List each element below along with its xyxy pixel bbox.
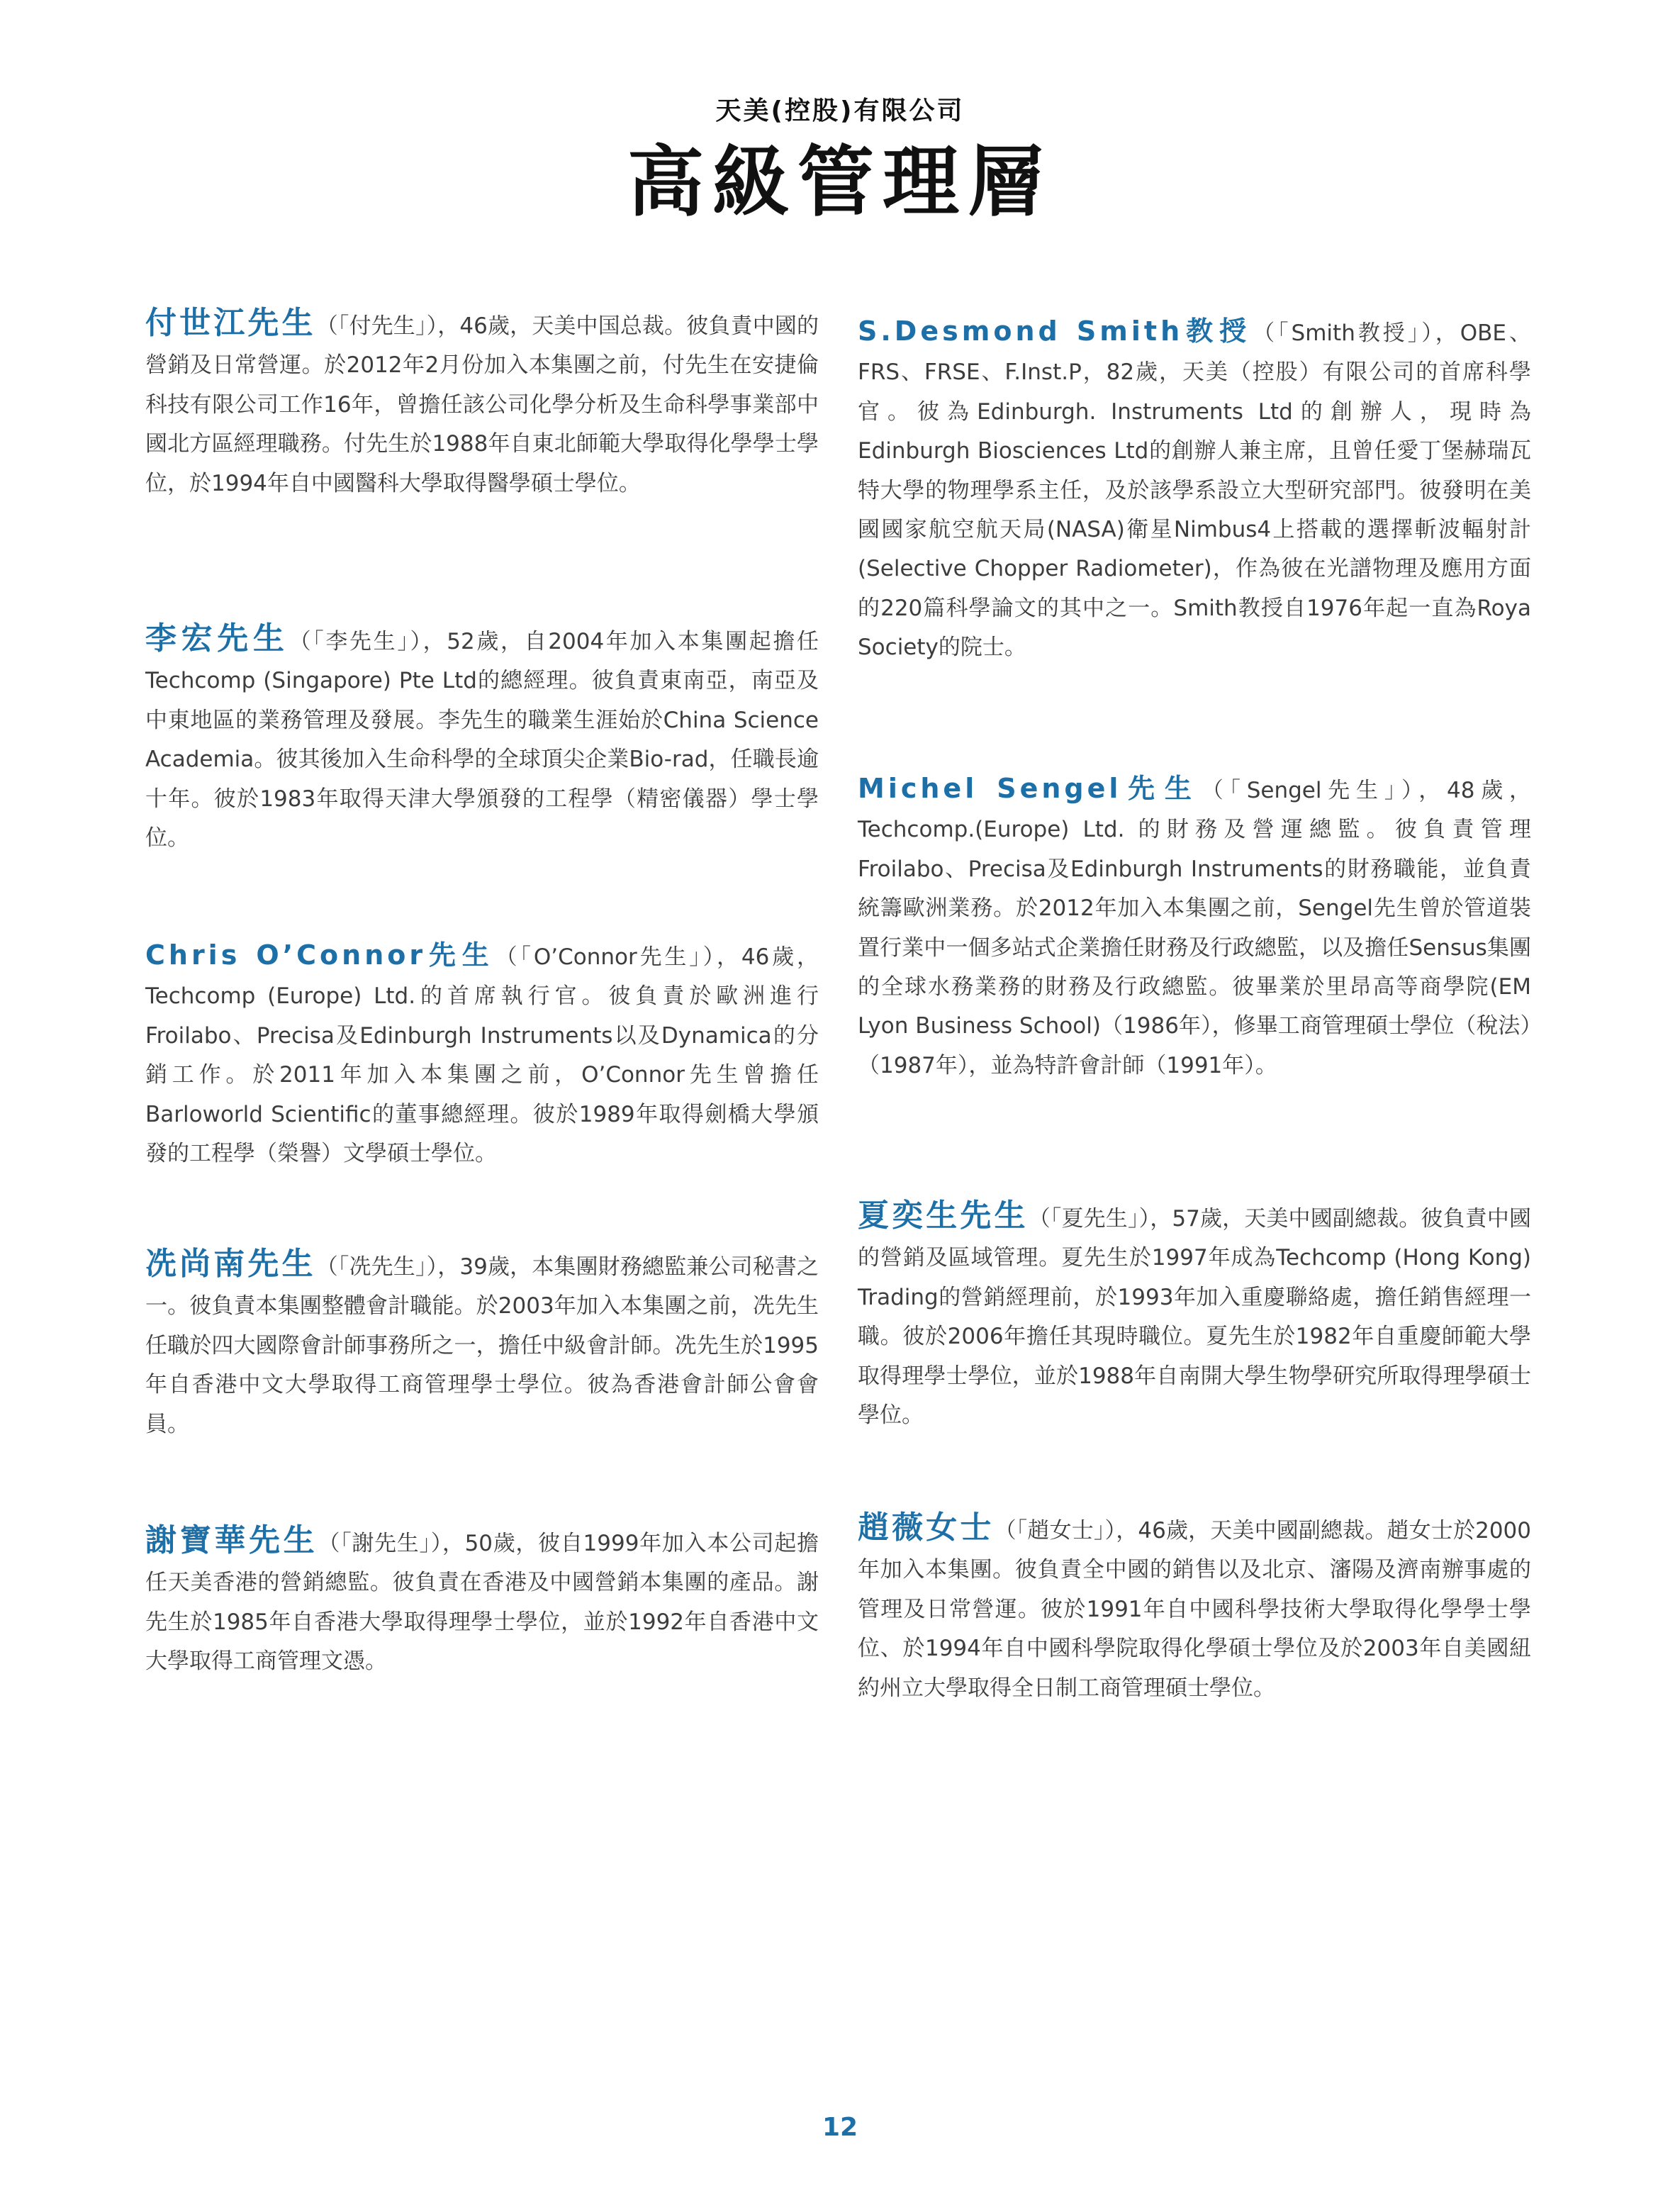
bio-name: 夏奕生先生	[858, 1198, 1029, 1234]
bio-text: （「李先生」），52歲，自2004年加入本集團起擔任Techcomp (Singapore) Pte Ltd的總經理。彼負責東南亞，南亞及中東地區的業務管理及發展。李先生的職業生涯始於China Science Academia。彼其後加入生命科學的全球頂尖企業Bio-rad，任職長逾十年。彼於1983年取得天津大學頒發的工程學（精密儀器）學士學位。	[145, 629, 819, 852]
bio-name: Michel Sengel先生	[858, 773, 1202, 804]
bio-xian-shangnan	[145, 1244, 819, 1444]
bio-chris-oconnor	[145, 936, 819, 1173]
bio-fu-shijiang	[145, 303, 819, 503]
bio-michel-sengel	[858, 769, 1531, 1085]
bio-xia-yisheng	[858, 1196, 1531, 1435]
bio-text: （「Smith教授」），OBE、FRS、FRSE、F.Inst.P，82歲，天美（控股）有限公司的首席科學官。彼為Edinburgh. Instruments Ltd的創辦人，現時為Edinburgh Biosciences Ltd的創辦人兼主席，且曾任愛丁堡赫瑞瓦特大學的物理學系主任，及於該學系設立大型研究部門。彼發明在美國國家航空航天局(NASA)衛星Nimbus4上搭載的選擇斬波輻射計(Selective Chopper Radiometer)，作為彼在光譜物理及應用方面的220篇科學論文的其中之一。Smith教授自1976年起一直為Roya Society的院士。	[858, 320, 1531, 661]
bio-xie-baohua	[145, 1521, 819, 1682]
bio-text: （「謝先生」），50歲，彼自1999年加入本公司起擔任天美香港的營銷總監。彼負責在香港及中國營銷本集團的產品。謝先生於1985年自香港大學取得理學士學位，並於1992年自香港中文大學取得工商管理文憑。	[145, 1531, 819, 1675]
page-title: 高級管理層	[627, 138, 1053, 227]
page-number: 12	[822, 2113, 858, 2142]
bio-text: （「冼先生」），39歲，本集團財務總監兼公司秘書之一。彼負責本集團整體會計職能。於2003年加入本集團之前，冼先生任職於四大國際會計師事務所之一，擔任中級會計師。冼先生於1995年自香港中文大學取得工商管理學士學位。彼為香港會計師公會會員。	[145, 1254, 819, 1437]
bio-name: 李宏先生	[145, 620, 289, 657]
bio-name: 付世江先生	[145, 305, 316, 341]
bio-name: 謝寶華先生	[145, 1522, 318, 1558]
bio-name: 趙薇女士	[858, 1509, 995, 1546]
bio-desmond-smith	[858, 312, 1531, 668]
bio-text: （「趙女士」），46歲，天美中國副總裁。趙女士於2000年加入本集團。彼負責全中國的銷售以及北京、瀋陽及濟南辦事處的管理及日常營運。彼於1991年自中國科學技術大學取得化學學士學位、於1994年自中國科學院取得化學碩士學位及於2003年自美國紐約州立大學取得全日制工商管理碩士學位。	[858, 1518, 1532, 1701]
bio-zhao-wei	[858, 1508, 1531, 1708]
bio-name: S.Desmond Smith教授	[858, 316, 1253, 347]
bio-name: Chris O’Connor先生	[145, 939, 495, 971]
bio-text: （「付先生」），46歲，天美中国总裁。彼負責中國的營銷及日常營運。於2012年2月份加入本集團之前，付先生在安捷倫科技有限公司工作16年，曾擔任該公司化學分析及生命科學事業部中國北方區經理職務。付先生於1988年自東北師範大學取得化學學士學位，於1994年自中國醫科大學取得醫學碩士學位。	[145, 313, 819, 496]
bio-text: （「O’Connor先生」），46歲，Techcomp (Europe) Ltd.的首席執行官。彼負責於歐洲進行Froilabo、Precisa及Edinburgh Instruments以及Dynamica的分銷工作。於2011年加入本集團之前，O’Connor先生曾擔任Barloworld Scientific的董事總經理。彼於1989年取得劍橋大學頒發的工程學（榮譽）文學碩士學位。	[145, 944, 819, 1167]
bio-name: 冼尚南先生	[145, 1246, 316, 1282]
bio-li-hong	[145, 619, 819, 858]
bio-text: （「夏先生」），57歲，天美中國副總裁。彼負責中國的營銷及區域管理。夏先生於1997年成為Techcomp (Hong Kong) Trading的營銷經理前，於1993年加入重慶聯絡處，擔任銷售經理一職。彼於2006年擔任其現時職位。夏先生於1982年自重慶師範大學取得理學士學位，並於1988年自南開大學生物學研究所取得理學碩士學位。	[858, 1206, 1532, 1429]
bio-text: （「Sengel先生」），48歲，Techcomp.(Europe) Ltd. 的財務及營運總監。彼負責管理Froilabo、Precisa及Edinburgh Instruments的財務職能，並負責統籌歐洲業務。於2012年加入本集團之前，Sengel先生曾於管道裝置行業中一個多站式企業擔任財務及行政總監，以及擔任Sensus集團的全球水務業務的財務及行政總監。彼畢業於里昂高等商學院(EM Lyon Business School)（1986年），修畢工商管理碩士學位（稅法）（1987年），並為特許會計師（1991年）。	[858, 778, 1532, 1078]
company-name: 天美(控股)有限公司	[715, 96, 965, 125]
